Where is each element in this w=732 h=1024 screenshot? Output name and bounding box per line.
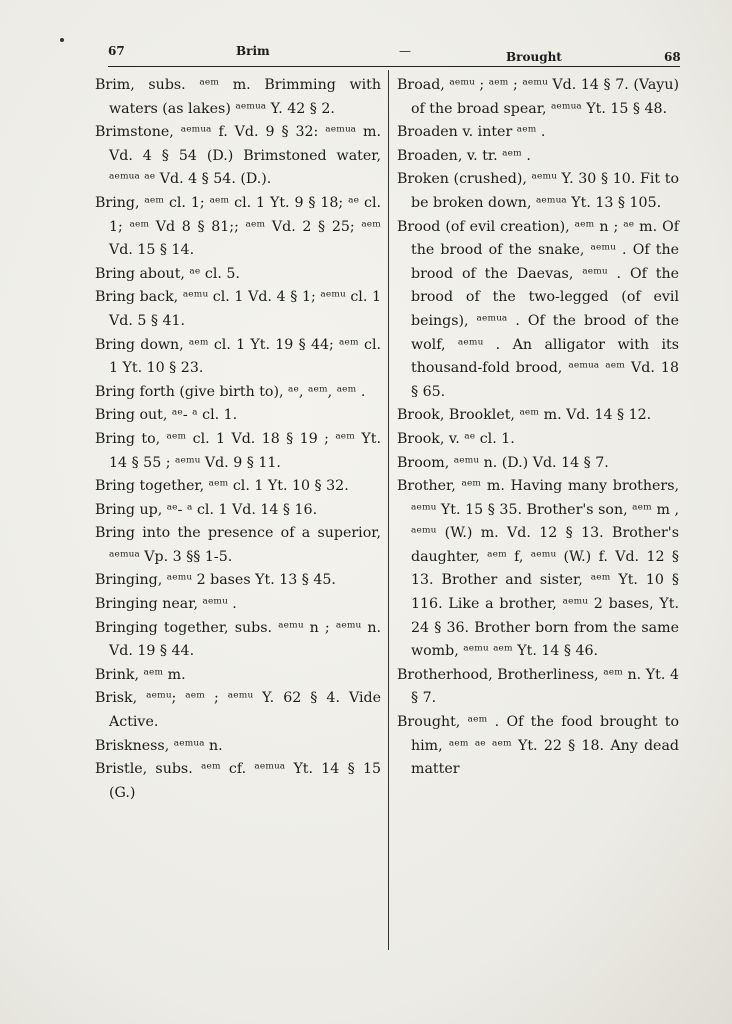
page-header bbox=[108, 44, 681, 66]
entry-bring-up: Bring up, ᵃᵉ- ᵃ cl. 1 Vd. 14 § 16. bbox=[95, 501, 318, 518]
entry-bring-together: Bring together, ᵃᵉᵐ cl. 1 Yt. 10 § 32. bbox=[95, 478, 349, 495]
entry-bring-into-presence: Bring into the presence of a superior, ᵃᵉᵐᵘᵃ Vp. 3 §§ 1-5. bbox=[95, 525, 381, 565]
left-column bbox=[95, 74, 381, 805]
entry-broaden-tr: Broaden, v. tr. ᵃᵉᵐ . bbox=[397, 147, 531, 164]
entry-broaden-inter: Broaden v. inter ᵃᵉᵐ . bbox=[397, 124, 546, 141]
entry-broad: Broad, ᵃᵉᵐᵘ ; ᵃᵉᵐ ; ᵃᵉᵐᵘ Vd. 14 § 7. (Vayu) of the broad spear, ᵃᵉᵐᵘᵃ Yt. 15 § 48. bbox=[397, 77, 679, 117]
header-separator: — bbox=[399, 44, 411, 58]
entry-bring-back: Bring back, ᵃᵉᵐᵘ cl. 1 Vd. 4 § 1; ᵃᵉᵐᵘ cl. 1 Vd. 5 § 41. bbox=[95, 289, 381, 329]
entry-briskness: Briskness, ᵃᵉᵐᵘᵃ n. bbox=[95, 737, 223, 754]
entry-brink: Brink, ᵃᵉᵐ m. bbox=[95, 666, 186, 683]
column-divider bbox=[388, 70, 389, 950]
right-page-number: 68 bbox=[664, 50, 681, 64]
entry-brisk: Brisk, ᵃᵉᵐᵘ; ᵃᵉᵐ ; ᵃᵉᵐᵘ Y. 62 § 4. Vide Active. bbox=[95, 690, 381, 731]
entry-bring-down: Bring down, ᵃᵉᵐ cl. 1 Yt. 19 § 44; ᵃᵉᵐ cl. 1 Yt. 10 § 23. bbox=[95, 336, 381, 377]
entry-bring-out: Bring out, ᵃᵉ- ᵃ cl. 1. bbox=[95, 407, 238, 424]
entry-bring-about: Bring about, ᵃᵉ cl. 5. bbox=[95, 265, 240, 282]
entry-brimstone: Brimstone, ᵃᵉᵐᵘᵃ f. Vd. 9 § 32: ᵃᵉᵐᵘᵃ m. Vd. 4 § 54 (D.) Brimstoned water, ᵃᵉᵐᵘᵃ ᵃᵉ Vd. 4 § 54. (D.). bbox=[95, 124, 381, 188]
entry-bristle: Bristle, subs. ᵃᵉᵐ cf. ᵃᵉᵐᵘᵃ Yt. 14 § 15 (G.) bbox=[95, 761, 381, 801]
entry-bring-forth: Bring forth (give birth to), ᵃᵉ, ᵃᵉᵐ, ᵃᵉᵐ . bbox=[95, 383, 366, 400]
right-guide-word: Brought bbox=[506, 50, 562, 64]
entry-brook-verb: Brook, v. ᵃᵉ cl. 1. bbox=[397, 430, 515, 447]
entry-bringing: Bringing, ᵃᵉᵐᵘ 2 bases Yt. 13 § 45. bbox=[95, 572, 336, 589]
entry-brother: Brother, ᵃᵉᵐ m. Having many brothers, ᵃᵉᵐᵘ Yt. 15 § 35. Brother's son, ᵃᵉᵐ m , ᵃᵉᵐᵘ (W.) m. Vd. 12 § 13. Brother's daughter, ᵃᵉᵐ f, ᵃᵉᵐᵘ (W.) f. Vd. 12 § 13. Brother and sister, ᵃᵉᵐ Yt. 10 § 116. Like a brother, ᵃᵉᵐᵘ 2 bases, Yt. 24 § 36. Brother born from the same womb, ᵃᵉᵐᵘ ᵃᵉᵐ Yt. 14 § 46. bbox=[397, 478, 679, 660]
entry-bringing-together: Bringing together, subs. ᵃᵉᵐᵘ n ; ᵃᵉᵐᵘ n. Vd. 19 § 44. bbox=[95, 619, 381, 660]
ink-speck bbox=[60, 38, 64, 42]
left-guide-word: Brim bbox=[236, 44, 270, 58]
entry-bring: Bring, ᵃᵉᵐ cl. 1; ᵃᵉᵐ cl. 1 Yt. 9 § 18; ᵃᵉ cl. 1; ᵃᵉᵐ Vd 8 § 81;; ᵃᵉᵐ Vd. 2 § 25; ᵃᵉᵐ Vd. 15 § 14. bbox=[95, 194, 381, 259]
entry-brim: Brim, subs. ᵃᵉᵐ m. Brimming with waters (as lakes) ᵃᵉᵐᵘᵃ Y. 42 § 2. bbox=[95, 77, 381, 117]
entry-bringing-near: Bringing near, ᵃᵉᵐᵘ . bbox=[95, 596, 237, 613]
header-rule bbox=[108, 66, 680, 67]
entry-brook: Brook, Brooklet, ᵃᵉᵐ m. Vd. 14 § 12. bbox=[397, 407, 652, 424]
entry-broken: Broken (crushed), ᵃᵉᵐᵘ Y. 30 § 10. Fit to be broken down, ᵃᵉᵐᵘᵃ Yt. 13 § 105. bbox=[397, 171, 679, 211]
entry-brood: Brood (of evil creation), ᵃᵉᵐ n ; ᵃᵉ m. Of the brood of the snake, ᵃᵉᵐᵘ . Of the brood of the Daevas, ᵃᵉᵐᵘ . Of the brood of the two-legged (of evil beings), ᵃᵉᵐᵘᵃ . Of the brood of the wolf, ᵃᵉᵐᵘ . An alligator with its thousand-fold brood, ᵃᵉᵐᵘᵃ ᵃᵉᵐ Vd. 18 § 65. bbox=[397, 218, 679, 400]
right-column bbox=[397, 74, 679, 782]
entry-bring-to: Bring to, ᵃᵉᵐ cl. 1 Vd. 18 § 19 ; ᵃᵉᵐ Yt. 14 § 55 ; ᵃᵉᵐᵘ Vd. 9 § 11. bbox=[95, 430, 381, 471]
entry-brotherhood: Brotherhood, Brotherliness, ᵃᵉᵐ n. Yt. 4 § 7. bbox=[397, 666, 679, 707]
entry-broom: Broom, ᵃᵉᵐᵘ n. (D.) Vd. 14 § 7. bbox=[397, 454, 609, 471]
entry-brought: Brought, ᵃᵉᵐ . Of the food brought to him, ᵃᵉᵐ ᵃᵉ ᵃᵉᵐ Yt. 22 § 18. Any dead matter bbox=[397, 714, 679, 778]
left-page-number: 67 bbox=[108, 44, 125, 58]
